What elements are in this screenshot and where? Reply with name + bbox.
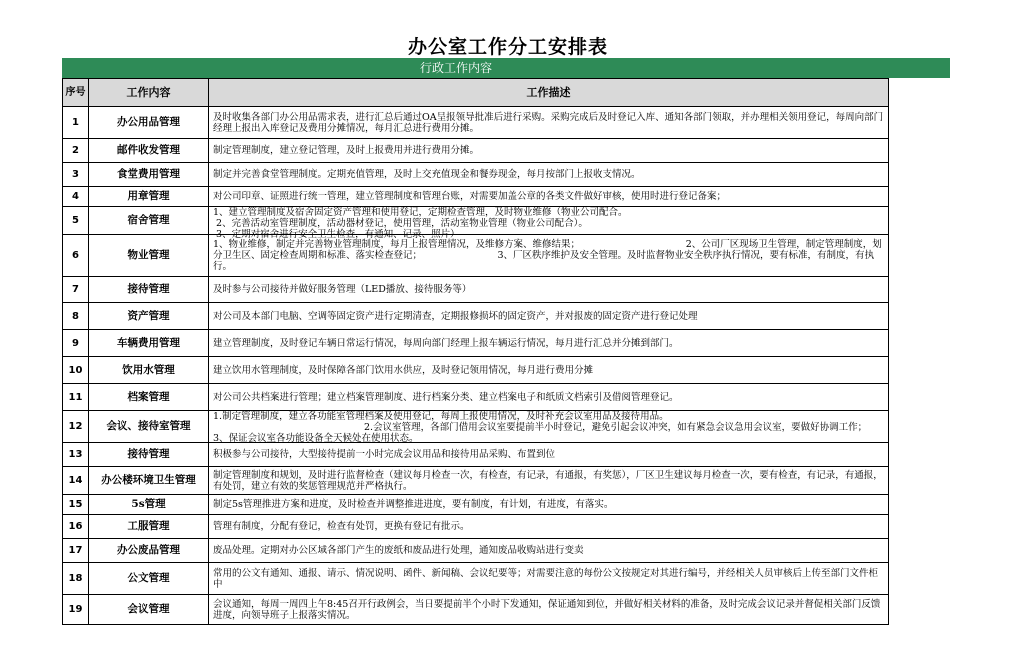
work-description: 废品处理。定期对办公区域各部门产生的废纸和废品进行处理，通知废品收购站进行变卖 — [213, 545, 584, 556]
work-description: 建立管理制度，及时登记车辆日常运行情况，每周向部门经理上报车辆运行情况，每月进行汇总并分摊到部门。 — [213, 337, 679, 349]
table-row — [63, 163, 889, 187]
row-number: 15 — [63, 495, 89, 515]
row-number: 4 — [63, 187, 89, 207]
work-item-name: 工服管理 — [89, 515, 209, 539]
row-number: 11 — [63, 384, 89, 411]
table-row — [63, 539, 889, 563]
table-row — [63, 443, 889, 467]
column-header-description: 工作描述 — [209, 79, 889, 107]
row-number: 9 — [63, 330, 89, 357]
work-description: 对公司公共档案进行管理；建立档案管理制度、进行档案分类、建立档案电子和纸质文档索引及借阅管理登记。 — [213, 391, 679, 403]
row-number: 19 — [63, 595, 89, 625]
work-item-name: 办公废品管理 — [89, 539, 209, 563]
table-row — [63, 495, 889, 515]
row-number: 18 — [63, 563, 89, 595]
work-description: 管理有制度，分配有登记，检查有处罚，更换有登记有批示。 — [213, 521, 470, 532]
table-row — [63, 563, 889, 595]
row-number: 7 — [63, 277, 89, 303]
work-item-name: 5s管理 — [89, 495, 209, 515]
work-item-name: 会议管理 — [89, 595, 209, 625]
row-number: 14 — [63, 467, 89, 495]
column-header-content: 工作内容 — [89, 79, 209, 107]
section-header — [62, 58, 950, 78]
work-item-name: 车辆费用管理 — [89, 330, 209, 357]
work-item-name: 接待管理 — [89, 443, 209, 467]
table-row — [63, 595, 889, 625]
work-description: 对公司印章、证照进行统一管理，建立管理制度和管理台账，对需要加盖公章的各类文件做好审核，使用时进行登记备案； — [213, 191, 727, 202]
work-description: 制定管理制度，建立登记管理，及时上报费用并进行费用分摊。 — [213, 145, 480, 156]
work-item-name: 会议、接待室管理 — [89, 411, 209, 443]
table-row — [63, 330, 889, 357]
work-item-name: 食堂费用管理 — [89, 163, 209, 187]
table-row — [63, 411, 889, 443]
work-item-name: 接待管理 — [89, 277, 209, 303]
work-description: 对公司及本部门电脑、空调等固定资产进行定期清查，定期报修损坏的固定资产，并对报废的固定资产进行登记处理 — [213, 310, 698, 322]
row-number: 10 — [63, 357, 89, 384]
row-number: 8 — [63, 303, 89, 330]
page-title: 办公室工作分工安排表 — [407, 36, 608, 58]
work-item-name: 办公楼环境卫生管理 — [89, 467, 209, 495]
work-item-name: 资产管理 — [89, 303, 209, 330]
row-number: 6 — [63, 235, 89, 277]
work-description: 制定并完善食堂管理制度。定期充值管理，及时上交充值现金和餐券现金，每月按部门上报收支情况。 — [213, 169, 641, 180]
table-row — [63, 207, 889, 235]
work-description: 及时参与公司接待并做好服务管理（LED播放、接待服务等） — [213, 284, 472, 295]
work-description: 积极参与公司接待，大型接待提前一小时完成会议用品和接待用品采购、布置到位 — [213, 449, 556, 460]
table-row — [63, 303, 889, 330]
work-table — [62, 78, 889, 625]
table-row — [63, 384, 889, 411]
row-number: 16 — [63, 515, 89, 539]
table-row — [63, 187, 889, 207]
row-number: 17 — [63, 539, 89, 563]
row-number: 5 — [63, 207, 89, 235]
row-number: 12 — [63, 411, 89, 443]
table-header-row — [63, 79, 889, 107]
row-number: 1 — [63, 107, 89, 139]
work-item-name: 饮用水管理 — [89, 357, 209, 384]
table-row — [63, 235, 889, 277]
work-item-name: 公文管理 — [89, 563, 209, 595]
work-item-name: 办公用品管理 — [89, 107, 209, 139]
table-row — [63, 515, 889, 539]
table-row — [63, 107, 889, 139]
work-description: 1.制定管理制度，建立各功能室管理档案及使用登记，每周上报使用情况，及时补充会议室用品及接待用品。 2.会议室管理，各部门借用会议室要提前半小时登记，避免引起会议冲突，如有紧急会议急用会议室，要做好协调工作； 3、保证会议室各功能设备全天候处在使用状态。 — [213, 411, 868, 444]
table-row — [63, 357, 889, 384]
work-item-name: 物业管理 — [89, 235, 209, 277]
row-number: 13 — [63, 443, 89, 467]
section-header-label: 行政工作内容 — [419, 61, 492, 75]
work-description: 常用的公文有通知、通报、请示、情况说明、函件、新闻稿、会议纪要等；对需要注意的每份公文按规定对其进行编号，并经相关人员审核后上传至部门文件柜中 — [213, 567, 879, 590]
work-description: 建立饮用水管理制度，及时保障各部门饮用水供应，及时登记领用情况，每月进行费用分摊 — [213, 364, 594, 376]
table-row — [63, 277, 889, 303]
row-number: 3 — [63, 163, 89, 187]
work-description: 制定管理制度和规划，及时进行监督检查（建议每月检查一次，有检查，有记录，有通报，有奖惩），厂区卫生建议每月检查一次，要有检查，有记录，有通报，有处罚，建立有效的奖惩管理规范并严格执行。 — [213, 469, 883, 492]
work-description: 及时收集各部门办公用品需求表，进行汇总后通过OA呈报领导批准后进行采购。采购完成后及时登记入库、通知各部门领取，并办理相关领用登记，每周向部门经理上报出入库登记及费用分摊情况，每月汇总进行费用分摊。 — [213, 111, 884, 134]
row-number: 2 — [63, 139, 89, 163]
table-row — [63, 467, 889, 495]
column-header-seq: 序号 — [63, 79, 89, 107]
table-row — [63, 139, 889, 163]
work-description: 1、建立管理制度及宿舍固定资产管理和使用登记，定期检查管理，及时物业维修（物业公司配合。 2、完善活动室管理制度，活动器材登记，使用管理，活动室物业管理（物业公司配合）。 3、定期对宿舍进行安全卫生检查，有通知、记录、照片） — [213, 207, 628, 240]
work-description: 1、物业维修，制定并完善物业管理制度，每月上报管理情况，及维修方案、维修结果； 2、公司厂区现场卫生管理，制定管理制度，划分卫生区、固定检查周期和标准、落实检查登记； 3、厂区秩序维护及安全管理。及时监督物业安全秩序执行情况，要有标准，有制度，有执行。 — [213, 239, 882, 272]
work-item-name: 邮件收发管理 — [89, 139, 209, 163]
work-item-name: 用章管理 — [89, 187, 209, 207]
work-description: 制定5s管理推进方案和进度，及时检查并调整推进进度，要有制度，有计划，有进度，有落实。 — [213, 499, 614, 510]
work-item-name: 宿舍管理 — [89, 207, 209, 235]
work-item-name: 档案管理 — [89, 384, 209, 411]
work-description: 会议通知，每周一周四上午8:45召开行政例会，当日要提前半个小时下发通知，保证通知到位，并做好相关材料的准备，及时完成会议记录并督促相关部门反馈进度，向领导班子上报落实情况。 — [213, 598, 881, 621]
